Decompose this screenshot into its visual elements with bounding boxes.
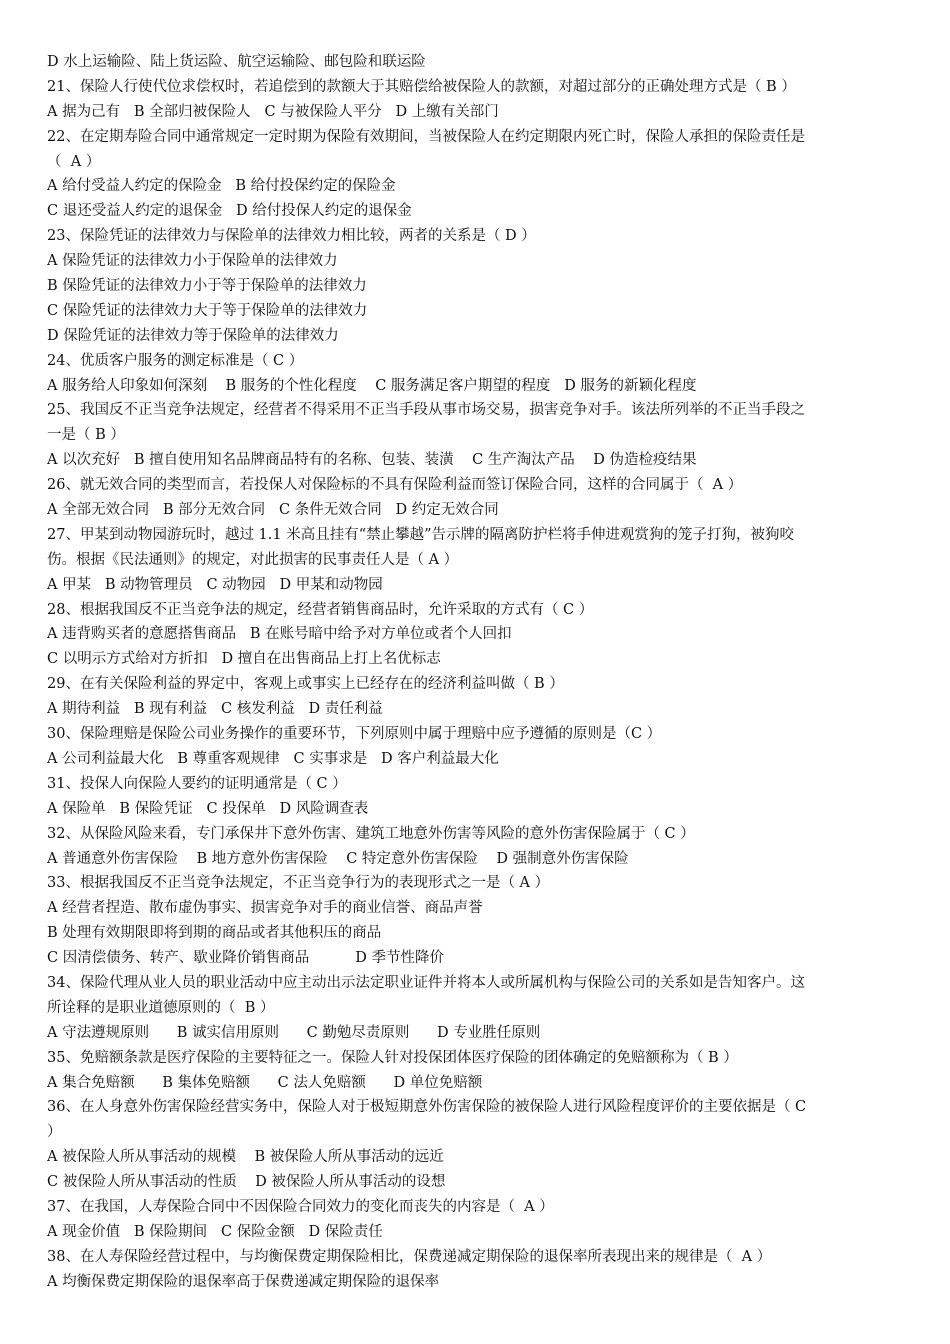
options-29: A 期待利益 B 现有利益 C 核发利益 D 责任利益 (47, 701, 383, 718)
options-24: A 服务给人印象如何深刻 B 服务的个性化程度 C 服务满足客户期望的程度 D 服务的新颖化程度 (47, 377, 697, 394)
options-37: A 现金价值 B 保险期间 C 保险金额 D 保险责任 (47, 1223, 383, 1240)
question-27-cont: 伤。根据《民法通则》的规定，对此损害的民事责任人是（ A ） (47, 551, 459, 568)
question-29: 29、在有关保险利益的界定中，客观上或事实上已经存在的经济利益叫做（ B ） (47, 676, 564, 693)
question-36: 36、在人身意外伤害保险经营实务中，保险人对于极短期意外伤害保险的被保险人进行风险程度评价的主要依据是（ C (47, 1099, 807, 1116)
question-36-cont: ） (47, 1124, 62, 1141)
question-32: 32、从保险风险来看，专门承保井下意外伤害、建筑工地意外伤害等风险的意外伤害保险属于（ C ） (47, 825, 695, 842)
question-33: 33、根据我国反不正当竞争法规定，不正当竞争行为的表现形式之一是（ A ） (47, 875, 550, 892)
options-25: A 以次充好 B 擅自使用知名品牌商品特有的名称、包装、装潢 C 生产淘汰产品 D 伪造检疫结果 (47, 452, 697, 469)
text-line: D 水上运输险、陆上货运险、航空运输险、邮包险和联运险 (47, 54, 426, 70)
options-31: A 保险单 B 保险凭证 C 投保单 D 风险调查表 (47, 800, 369, 817)
option-23-a: A 保险凭证的法律效力小于保险单的法律效力 (47, 253, 338, 270)
options-21: A 据为己有 B 全部归被保险人 C 与被保险人平分 D 上缴有关部门 (47, 103, 499, 120)
option-33-b: B 处理有效期限即将到期的商品或者其他积压的商品 (47, 925, 382, 942)
option-23-c: C 保险凭证的法律效力大于等于保险单的法律效力 (47, 302, 368, 319)
question-21: 21、保险人行使代位求偿权时，若追偿到的款额大于其赔偿给被保险人的款额，对超过部分的正确处理方式是（ B ） (47, 78, 796, 95)
question-37: 37、在我国，人寿保险合同中不因保险合同效力的变化而丧失的内容是（ A ） (47, 1198, 554, 1215)
question-34: 34、保险代理从业人员的职业活动中应主动出示法定职业证件并将本人或所属机构与保险公司的关系如是告知客户。这 (47, 974, 805, 991)
options-28-cd: C 以明示方式给对方折扣 D 擅自在出售商品上打上名优标志 (47, 651, 441, 668)
options-30: A 公司利益最大化 B 尊重客观规律 C 实事求是 D 客户利益最大化 (47, 750, 499, 767)
question-38: 38、在人寿保险经营过程中，与均衡保费定期保险相比，保费递减定期保险的退保率所表现出来的规律是（ A ） (47, 1248, 772, 1265)
options-33-cd: C 因清偿债务、转产、歇业降价销售商品 D 季节性降价 (47, 950, 445, 967)
option-23-b: B 保险凭证的法律效力小于等于保险单的法律效力 (47, 278, 367, 295)
options-22-ab: A 给付受益人约定的保险金 B 给付投保约定的保险金 (47, 178, 396, 195)
question-26: 26、就无效合同的类型而言，若投保人对保险标的不具有保险利益而签订保险合同，这样的合同属于（ A ） (47, 477, 743, 494)
options-35: A 集合免赔额 B 集体免赔额 C 法人免赔额 D 单位免赔额 (47, 1074, 483, 1091)
question-23: 23、保险凭证的法律效力与保险单的法律效力相比较，两者的关系是（ D ） (47, 228, 536, 245)
question-34-cont: 所诠释的是职业道德原则的（ B ） (47, 999, 275, 1016)
question-25: 25、我国反不正当竞争法规定，经营者不得采用不正当手段从事市场交易，损害竞争对手。该法所列举的不正当手段之 (47, 402, 805, 419)
options-26: A 全部无效合同 B 部分无效合同 C 条件无效合同 D 约定无效合同 (47, 502, 499, 519)
question-27: 27、甲某到动物园游玩时，越过 1.1 米高且挂有“禁止攀越”告示牌的隔离防护栏将手伸进观赏狗的笼子打狗，被狗咬 (47, 526, 795, 543)
options-22-cd: C 退还受益人约定的退保金 D 给付投保人约定的退保金 (47, 203, 412, 220)
question-25-answer: 一是（ B ） (47, 427, 125, 444)
options-27: A 甲某 B 动物管理员 C 动物园 D 甲某和动物园 (47, 576, 383, 593)
question-30: 30、保险理赔是保险公司业务操作的重要环节，下列原则中属于理赔中应予遵循的原则是（C ） (47, 726, 662, 743)
question-22-answer: （ A ） (47, 153, 101, 170)
question-35: 35、免赔额条款是医疗保险的主要特征之一。保险人针对投保团体医疗保险的团体确定的免赔额称为（ B ） (47, 1049, 738, 1066)
option-23-d: D 保险凭证的法律效力等于保险单的法律效力 (47, 327, 339, 344)
option-33-a: A 经营者捏造、散布虚伪事实、损害竞争对手的商业信誉、商品声誉 (47, 900, 483, 917)
options-34: A 守法遵规原则 B 诚实信用原则 C 勤勉尽责原则 D 专业胜任原则 (47, 1024, 541, 1041)
question-31: 31、投保人向保险人要约的证明通常是（ C ） (47, 775, 347, 792)
options-36-ab: A 被保险人所从事活动的规模 B 被保险人所从事活动的远近 (47, 1149, 444, 1166)
document-page (47, 50, 909, 1295)
question-22: 22、在定期寿险合同中通常规定一定时期为保险有效期间，当被保险人在约定期限内死亡时，保险人承担的保险责任是 (47, 128, 805, 145)
question-28: 28、根据我国反不正当竞争法的规定，经营者销售商品时，允许采取的方式有（ C ） (47, 601, 594, 618)
options-36-cd: C 被保险人所从事活动的性质 D 被保险人所从事活动的设想 (47, 1174, 446, 1191)
question-24: 24、优质客户服务的测定标准是（ C ） (47, 352, 304, 369)
option-38-a: A 均衡保费定期保险的退保率高于保费递减定期保险的退保率 (47, 1273, 440, 1290)
options-28-ab: A 违背购买者的意愿搭售商品 B 在账号暗中给予对方单位或者个人回扣 (47, 626, 512, 643)
options-32: A 普通意外伤害保险 B 地方意外伤害保险 C 特定意外伤害保险 D 强制意外伤害保险 (47, 850, 629, 867)
